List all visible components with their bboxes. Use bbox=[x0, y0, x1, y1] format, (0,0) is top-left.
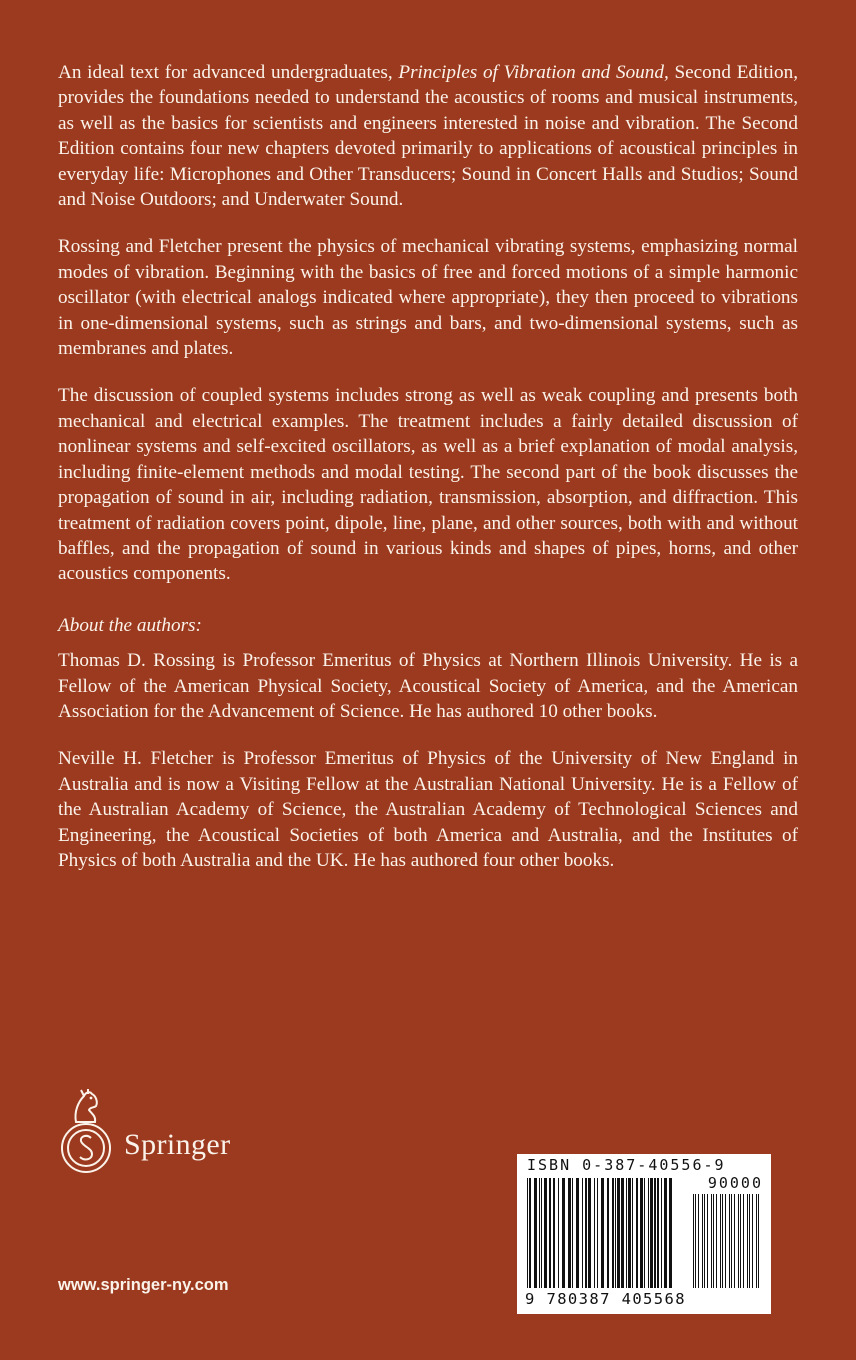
barcode-bar bbox=[632, 1178, 633, 1288]
barcode-bar bbox=[734, 1194, 735, 1288]
barcode-bar bbox=[612, 1178, 614, 1288]
barcode-bar bbox=[704, 1194, 705, 1288]
barcode-bar bbox=[568, 1178, 571, 1288]
barcode-bar bbox=[725, 1194, 726, 1288]
barcode-bar bbox=[729, 1194, 730, 1288]
barcode-bar bbox=[582, 1178, 583, 1288]
barcode-bar bbox=[597, 1178, 598, 1288]
barcode-bar bbox=[539, 1178, 540, 1288]
barcode-bar bbox=[716, 1194, 717, 1288]
about-authors-heading: About the authors: bbox=[58, 614, 202, 636]
blurb-paragraph-3: The discussion of coupled systems includes strong as well as weak coupling and presents both mechanical and electrical examples. The treatment includes a fairly detailed discussion of nonlinear systems and self-excited oscillators, as well as a brief explanation of modal analysis, including finite-element methods and modal testing. The second part of the book discusses the propagation of sound in air, including radiation, transmission, absorption, and diffraction. This treatment of radiation covers point, dipole, line, plane, and other sources, both with and without baffles, and the propagation of sound in various kinds and shapes of pipes, horns, and other acoustics components. bbox=[58, 385, 798, 585]
springer-knight-icon bbox=[54, 1086, 118, 1178]
barcode-bar bbox=[529, 1178, 531, 1288]
barcode-bar bbox=[607, 1178, 609, 1288]
barcode-bar bbox=[713, 1194, 714, 1288]
barcode-bar bbox=[747, 1194, 748, 1288]
barcode-bar bbox=[693, 1194, 694, 1288]
barcode-bar bbox=[738, 1194, 739, 1288]
barcode-bar bbox=[553, 1178, 555, 1288]
barcode-bar bbox=[576, 1178, 579, 1288]
author-bio-fletcher: Neville H. Fletcher is Professor Emeritus of Physics of the University of New England in Australia and is now a Visiting Fellow at the Australian National University. He is a Fellow of the Australian Academy of Science, the Australian Academy of Technological Sciences and Engineering, the Acoustical Societies of both America and Australia, and the Institutes of Physics of both Australia and the UK. He has authored four other books. bbox=[58, 748, 798, 871]
price-addon-digits: 90000 bbox=[707, 1174, 763, 1192]
barcode-bar bbox=[702, 1194, 703, 1288]
blurb-intro-text: An ideal text for advanced undergraduates, bbox=[58, 62, 399, 83]
barcode-bar bbox=[572, 1178, 573, 1288]
blurb-paragraph-2: Rossing and Fletcher present the physics of mechanical vibrating systems, emphasizing normal modes of vibration. Beginning with the basics of free and forced motions of a simple harmonic oscillator (with electrical analogs indicated where appropriate), they then proceed to vibrations in one-dimensional systems, such as strings and bars, and two-dimensional systems, such as membranes and plates. bbox=[58, 236, 798, 360]
barcode-bar bbox=[758, 1194, 759, 1288]
barcode-bar bbox=[644, 1178, 645, 1288]
barcode-bar bbox=[588, 1178, 591, 1288]
publisher-name: Springer bbox=[124, 1128, 231, 1161]
barcode-bar bbox=[740, 1194, 741, 1288]
barcode-bar bbox=[756, 1194, 757, 1288]
barcode-bar bbox=[601, 1178, 604, 1288]
barcode-bar bbox=[752, 1194, 753, 1288]
barcode-bar bbox=[749, 1194, 750, 1288]
blurb-intro-rest: Second Edition, provides the foundations needed to understand the acoustics of rooms and musical instruments, as well as the basics for scientists and engineers interested in noise and vibration. The Second Edition contains four new chapters devoted primarily to applications of acoustical principles in everyday life: Microphones and Other Transducers; Sound in Concert Halls and Studios; Sound and Noise Outdoors; and Underwater Sound. bbox=[58, 62, 798, 211]
barcode-bar bbox=[743, 1194, 744, 1288]
barcode-bar bbox=[664, 1178, 667, 1288]
barcode-bar bbox=[541, 1178, 542, 1288]
barcode-bar bbox=[650, 1178, 653, 1288]
book-title: Principles of Vibration and Sound, bbox=[398, 62, 669, 83]
barcode-bar bbox=[626, 1178, 627, 1288]
barcode-bar bbox=[585, 1178, 587, 1288]
barcode-bar bbox=[636, 1178, 638, 1288]
barcode-bar bbox=[669, 1178, 672, 1288]
barcode-bars bbox=[523, 1176, 767, 1290]
barcode-bar bbox=[615, 1178, 616, 1288]
barcode-bar bbox=[707, 1194, 708, 1288]
barcode-bar bbox=[558, 1178, 559, 1288]
barcode-bar bbox=[549, 1178, 551, 1288]
barcode-bar bbox=[698, 1194, 699, 1288]
ean-digits: 9 780387 405568 bbox=[525, 1290, 686, 1308]
barcode-bar bbox=[731, 1194, 732, 1288]
isbn-text: ISBN 0-387-40556-9 bbox=[527, 1156, 726, 1174]
barcode-bar bbox=[711, 1194, 712, 1288]
barcode-bar bbox=[594, 1178, 595, 1288]
barcode-bar bbox=[654, 1178, 656, 1288]
barcode-bar bbox=[722, 1194, 723, 1288]
barcode-label bbox=[517, 1154, 771, 1314]
barcode-bar bbox=[544, 1178, 547, 1288]
barcode-bar bbox=[640, 1178, 643, 1288]
barcode-bar bbox=[534, 1178, 537, 1288]
blurb-paragraph-1 bbox=[58, 60, 798, 212]
publisher-url[interactable]: www.springer-ny.com bbox=[58, 1276, 229, 1294]
barcode-bar bbox=[621, 1178, 624, 1288]
barcode-bar bbox=[657, 1178, 659, 1288]
author-bio-rossing: Thomas D. Rossing is Professor Emeritus of Physics at Northern Illinois University. He is a Fellow of the American Physical Society, Acoustical Society of America, and the American Association for the Advancement of Science. He has authored 10 other books. bbox=[58, 650, 798, 722]
barcode-bar bbox=[648, 1178, 649, 1288]
barcode-bar bbox=[628, 1178, 631, 1288]
barcode-bar bbox=[617, 1178, 620, 1288]
barcode-bar bbox=[562, 1178, 565, 1288]
barcode-bar bbox=[695, 1194, 696, 1288]
barcode-bar bbox=[661, 1178, 662, 1288]
back-cover-text bbox=[58, 60, 798, 887]
barcode-bar bbox=[720, 1194, 721, 1288]
barcode-bar bbox=[527, 1178, 528, 1288]
